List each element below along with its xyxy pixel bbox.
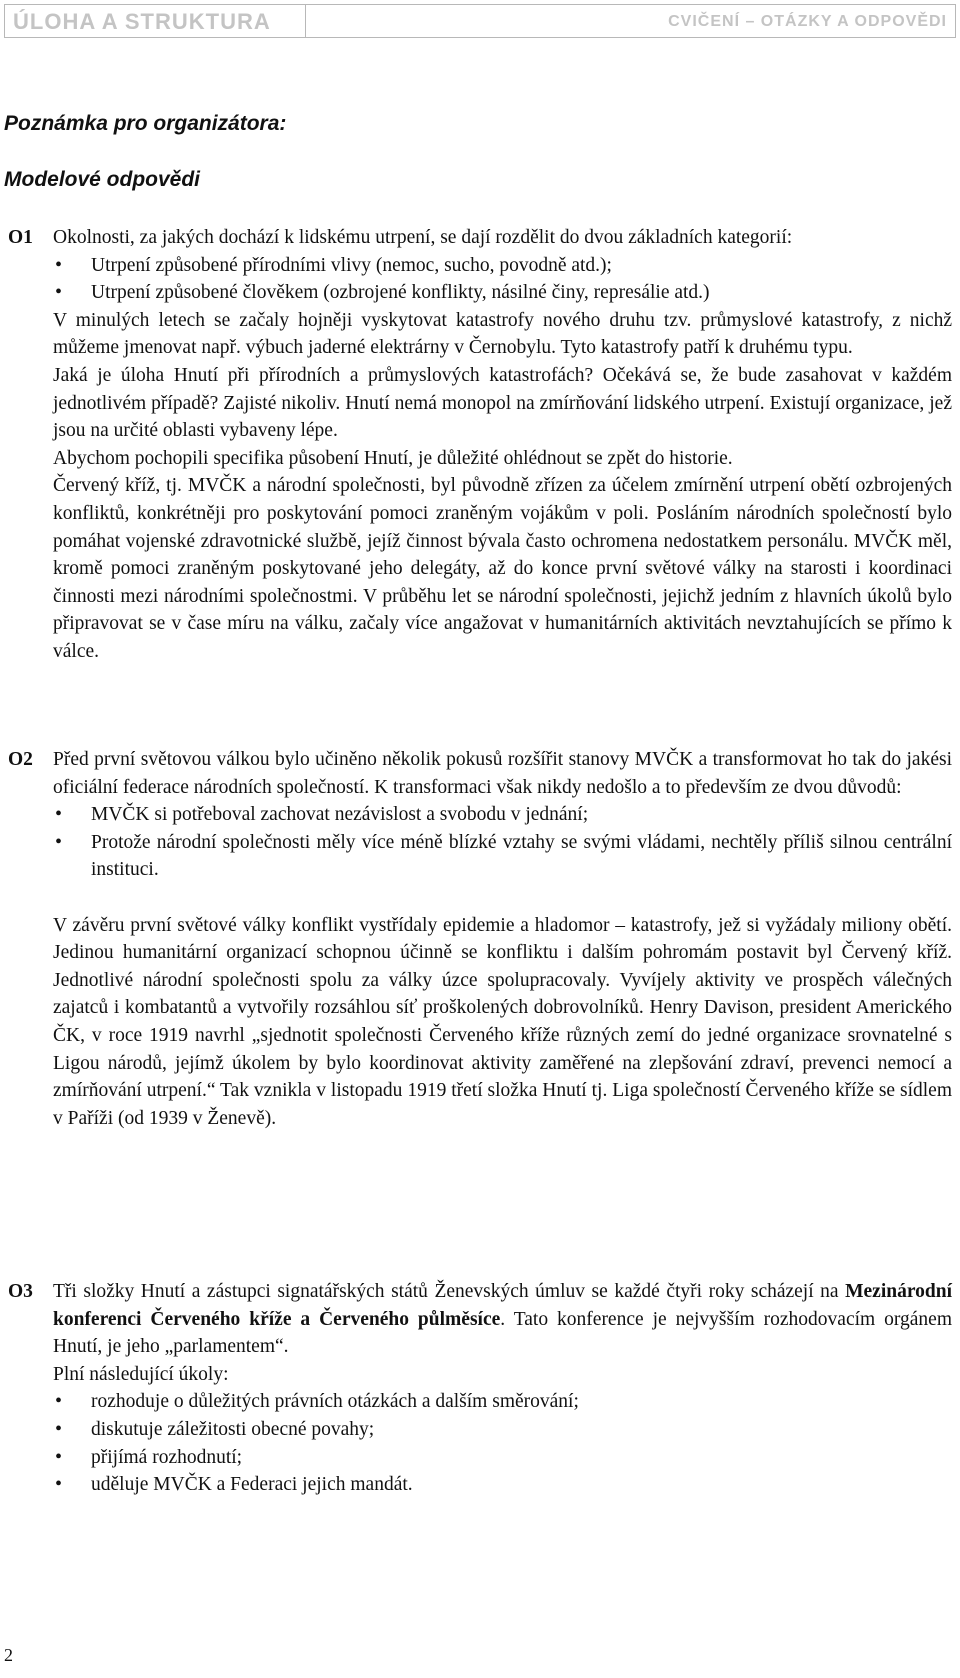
o3-tasks-intro: Plní následující úkoly: (53, 1363, 229, 1385)
o1-paragraph: Červený kříž, tj. MVČK a národní společnosti, byl původně zřízen za účelem zmírnění utrpení obětí ozbrojených konfliktů, konkrétněji pro poskytování pomoci zraněným vojákům v poli. Posláním národních společností bylo pomáhat vojenské zdravotnické službě, jejíž činnost bývala často ochromena nedostatkem personálu. MVČK měl, kromě pomoci zraněným poskytované jeho delegáty, až do konce první světové války na starosti i koordinaci činnosti mezi národními společnostmi. V průběhu let se národní společnosti, jejichž jedním z hlavních úkolů bylo připravovat se v čase míru na válku, začaly více angažovat v humanitárních aktivitách nevztahujících se přímo k válce. (53, 475, 952, 662)
model-answers-heading: Modelové odpovědi (4, 168, 201, 191)
o2-paragraph: V závěru první světové války konflikt vystřídaly epidemie a hladomor – katastrofy, jež si vyžádaly miliony obětí. Jedinou humanitární organizací schopnou účinně se konfliktu i dalším pohromám postavit byl Červený kříž. Jednotlivé národní společnosti spolu za války úzce spolupracovaly. Vyvíjely aktivity ve prospěch válečných zajatců i kombatantů a vytvořily rozsáhlou síť proškolených dobrovolníků. Henry Davison, president Amerického ČK, v roce 1919 navrhl „sjednotit společnosti Červeného kříže různých zemí do jedné organizace srovnatelné s Ligou národů, jejímž úkolem by bylo koordinovat aktivity zaměřené na zlepšování zdraví, prevenci nemocí a zmírňování utrpení.“ Tak vznikla v listopadu 1919 třetí složka Hnutí tj. Liga společností Červeného kříže se sídlem v Paříži (od 1939 v Ženevě). (53, 914, 952, 1129)
list-item: • uděluje MVČK a Federaci jejich mandát. (53, 1471, 952, 1499)
answer-o2-content (53, 746, 952, 1132)
page-header (4, 4, 956, 38)
answer-o2 (4, 746, 952, 1132)
o1-paragraph: V minulých letech se začaly hojněji vyskytovat katastrofy nového druhu tzv. průmyslové katastrofy, z nichž můžeme jmenovat např. výbuch jaderné elektrárny v Černobylu. Tyto katastrofy patří k druhému typu. (53, 309, 952, 359)
o2-intro: Před první světovou válkou bylo učiněno několik pokusů rozšířit stanovy MVČK a transformovat ho tak do jakési oficiální federace národních společností. K transformaci však nikdy nedošlo a to především ze dvou důvodů: (53, 749, 952, 798)
list-item: • přijímá rozhodnutí; (53, 1444, 952, 1472)
answer-label-o2: O2 (8, 749, 33, 770)
o3-task-list (53, 1388, 952, 1498)
organizer-note-heading: Poznámka pro organizátora: (4, 112, 287, 135)
o3-intro: Tři složky Hnutí a zástupci signatářských států Ženevských úmluv se každé čtyři roky scházejí na Mezinárodní konferenci Červeného kříže a Červeného půlměsíce. Tato konference je nejvyšším rozhodovacím orgánem Hnutí, je jeho „parlamentem“. (53, 1281, 952, 1358)
page-number: 2 (4, 1645, 13, 1665)
list-item: • MVČK si potřeboval zachovat nezávislost a svobodu v jednání; (53, 801, 952, 829)
list-item: • diskutuje záležitosti obecné povahy; (53, 1416, 952, 1444)
answer-o1-content (53, 224, 952, 666)
o1-paragraph: Abychom pochopili specifika působení Hnutí, je důležité ohlédnout se zpět do historie. (53, 447, 733, 469)
conference-name: Mezinárodní konferenci Červeného kříže a Červeného půlměsíce (53, 1281, 952, 1330)
header-exercise-title: CVIČENÍ – OTÁZKY A ODPOVĚDI (306, 4, 956, 38)
answer-label-o3: O3 (8, 1281, 33, 1302)
o2-bullet-list (53, 801, 952, 884)
o1-paragraph: Jaká je úloha Hnutí při přírodních a průmyslových katastrofách? Očekává se, že bude zasahovat v každém jednotlivém případě? Zajisté nikoliv. Hnutí nemá monopol na zmírňování lidského utrpení. Existují organizace, jež jsou na určité oblasti vybaveny lépe. (53, 364, 952, 442)
answer-o1 (4, 224, 952, 666)
header-section-title: ÚLOHA A STRUKTURA (4, 4, 306, 38)
list-item: • Protože národní společnosti měly více méně blízké vztahy se svými vládami, nechtěly příliš silnou centrální instituci. (53, 829, 952, 884)
o1-intro: Okolnosti, za jakých dochází k lidskému utrpení, se dají rozdělit do dvou základních kategorií: (53, 227, 793, 248)
list-item: • rozhoduje o důležitých právních otázkách a dalším směrování; (53, 1388, 952, 1416)
answer-o3 (4, 1278, 952, 1499)
answer-label-o1: O1 (8, 227, 33, 248)
o1-bullet-list (53, 252, 952, 307)
list-item: • Utrpení způsobené člověkem (ozbrojené konflikty, násilné činy, represálie atd.) (53, 279, 952, 307)
answer-o3-content (53, 1278, 952, 1499)
list-item: • Utrpení způsobené přírodními vlivy (nemoc, sucho, povodně atd.); (53, 252, 952, 280)
